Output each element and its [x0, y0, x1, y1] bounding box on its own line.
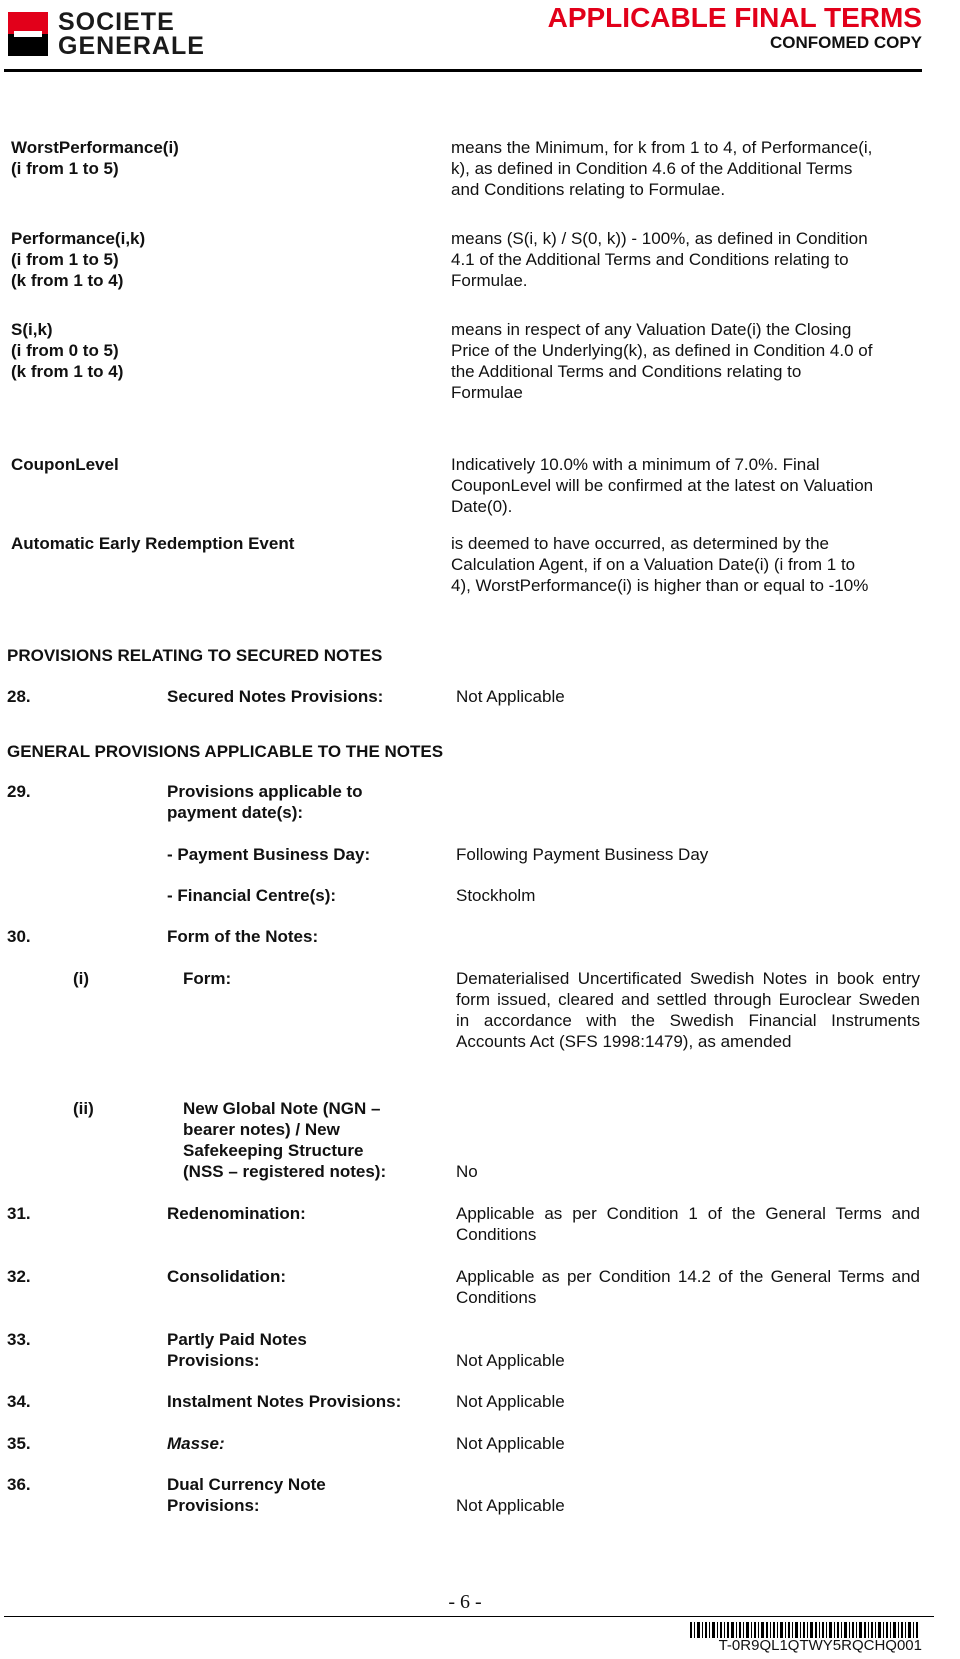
item-label: Secured Notes Provisions: — [167, 687, 384, 706]
footer-divider — [4, 1616, 934, 1617]
desc-line: means in respect of any Valuation Date(i) the Closing — [451, 320, 852, 339]
section-heading: PROVISIONS RELATING TO SECURED NOTES — [7, 646, 383, 665]
item-value: Not Applicable — [456, 1496, 565, 1515]
term-line: (k from 1 to 4) — [11, 271, 124, 290]
definition-description — [451, 137, 921, 200]
item-value: Not Applicable — [456, 1434, 565, 1453]
term-line: (i from 1 to 5) — [11, 159, 119, 178]
sub-item-number: (i) — [73, 969, 90, 988]
logo-line-2: GENERALE — [58, 32, 205, 60]
desc-line: Formulae — [451, 383, 523, 402]
term-line: (i from 1 to 5) — [11, 250, 119, 269]
sub-item-value: Dematerialised Uncertificated Swedish Notes in book entry form issued, cleared and settled through Euroclear Sweden in accordance with the Swedish Financial Instruments Accounts Act (SFS 1998:1479), as amended — [456, 969, 920, 1051]
label-line: Provisions applicable to — [167, 782, 363, 801]
societe-generale-logo-icon — [8, 12, 48, 56]
term-line: (i from 0 to 5) — [11, 341, 119, 360]
label-line: Provisions: — [167, 1496, 260, 1515]
desc-line: k), as defined in Condition 4.6 of the Additional Terms — [451, 159, 853, 178]
item-label: Form of the Notes: — [167, 927, 319, 946]
label-line: Provisions: — [167, 1351, 260, 1370]
desc-line: is deemed to have occurred, as determined by the — [451, 534, 829, 553]
term-line: WorstPerformance(i) — [11, 138, 179, 157]
definition-term — [11, 137, 179, 179]
desc-line: Formulae. — [451, 271, 528, 290]
desc-line: 4), WorstPerformance(i) is higher than or equal to -10% — [451, 576, 869, 595]
label-line: bearer notes) / New — [183, 1120, 340, 1139]
definition-term — [11, 533, 294, 554]
term-line: CouponLevel — [11, 455, 119, 474]
item-number: 35. — [7, 1434, 31, 1453]
item-number: 34. — [7, 1392, 31, 1411]
definition-term — [11, 454, 119, 475]
label-line: (NSS – registered notes): — [183, 1162, 387, 1181]
sub-item-value: Stockholm — [456, 886, 536, 905]
term-line: (k from 1 to 4) — [11, 362, 124, 381]
sub-item-label — [183, 1098, 386, 1182]
item-number: 32. — [7, 1267, 31, 1286]
section-heading: GENERAL PROVISIONS APPLICABLE TO THE NOTES — [7, 742, 444, 761]
item-number: 36. — [7, 1475, 31, 1494]
desc-line: means the Minimum, for k from 1 to 4, of Performance(i, — [451, 138, 873, 157]
item-label — [167, 781, 363, 823]
desc-line: CouponLevel will be confirmed at the latest on Valuation — [451, 476, 874, 495]
definition-description — [451, 228, 921, 291]
logo-line-1: SOCIETE — [58, 8, 175, 36]
label-line: Dual Currency Note — [167, 1475, 326, 1494]
label-line: New Global Note (NGN – — [183, 1099, 381, 1118]
item-label: Instalment Notes Provisions: — [167, 1392, 402, 1411]
sub-item-number: (ii) — [73, 1099, 94, 1118]
label-line: Partly Paid Notes — [167, 1330, 307, 1349]
definition-description — [451, 454, 921, 517]
sub-item-label: - Payment Business Day: — [167, 845, 371, 864]
item-number: 31. — [7, 1204, 31, 1223]
item-value: Not Applicable — [456, 687, 565, 706]
label-line: payment date(s): — [167, 803, 304, 822]
sub-item-label: - Financial Centre(s): — [167, 886, 337, 905]
item-label: Masse: — [167, 1434, 225, 1453]
sub-item-label: Form: — [183, 969, 232, 988]
item-number: 33. — [7, 1330, 31, 1349]
item-label: Redenomination: — [167, 1204, 306, 1223]
desc-line: means (S(i, k) / S(0, k)) - 100%, as defined in Condition — [451, 229, 868, 248]
document-subtitle: CONFOMED COPY — [769, 33, 922, 52]
item-number: 28. — [7, 687, 31, 706]
item-value: Not Applicable — [456, 1392, 565, 1411]
logo-wordmark — [58, 10, 205, 58]
label-line: Safekeeping Structure — [183, 1141, 364, 1160]
item-label: Consolidation: — [167, 1267, 286, 1286]
item-number: 29. — [7, 782, 31, 801]
item-value: Not Applicable — [456, 1351, 565, 1370]
definition-description — [451, 319, 921, 403]
term-line: Automatic Early Redemption Event — [11, 534, 295, 553]
sub-item-value: No — [456, 1162, 478, 1181]
definition-description — [451, 533, 921, 596]
sub-item-value: Following Payment Business Day — [456, 845, 709, 864]
definition-term — [11, 319, 123, 382]
desc-line: Indicatively 10.0% with a minimum of 7.0%. Final — [451, 455, 820, 474]
desc-line: Calculation Agent, if on a Valuation Date(i) (i from 1 to — [451, 555, 856, 574]
desc-line: Date(0). — [451, 497, 513, 516]
item-label — [167, 1474, 326, 1516]
document-title: APPLICABLE FINAL TERMS — [547, 2, 922, 33]
item-number: 30. — [7, 927, 31, 946]
definition-term — [11, 228, 145, 291]
desc-line: the Additional Terms and Conditions relating to — [451, 362, 802, 381]
desc-line: and Conditions relating to Formulae. — [451, 180, 726, 199]
term-line: Performance(i,k) — [11, 229, 146, 248]
page-number: - 6 - — [448, 1591, 482, 1613]
header-divider — [4, 69, 922, 72]
desc-line: 4.1 of the Additional Terms and Conditions relating to — [451, 250, 849, 269]
desc-line: Price of the Underlying(k), as defined in Condition 4.0 of — [451, 341, 873, 360]
item-label — [167, 1329, 307, 1371]
term-line: S(i,k) — [11, 320, 53, 339]
item-value: Applicable as per Condition 14.2 of the General Terms and Conditions — [456, 1267, 920, 1307]
barcode-icon — [690, 1622, 920, 1638]
item-value: Applicable as per Condition 1 of the General Terms and Conditions — [456, 1204, 920, 1244]
document-reference: T-0R9QL1QTWY5RQCHQ001 — [718, 1637, 922, 1654]
